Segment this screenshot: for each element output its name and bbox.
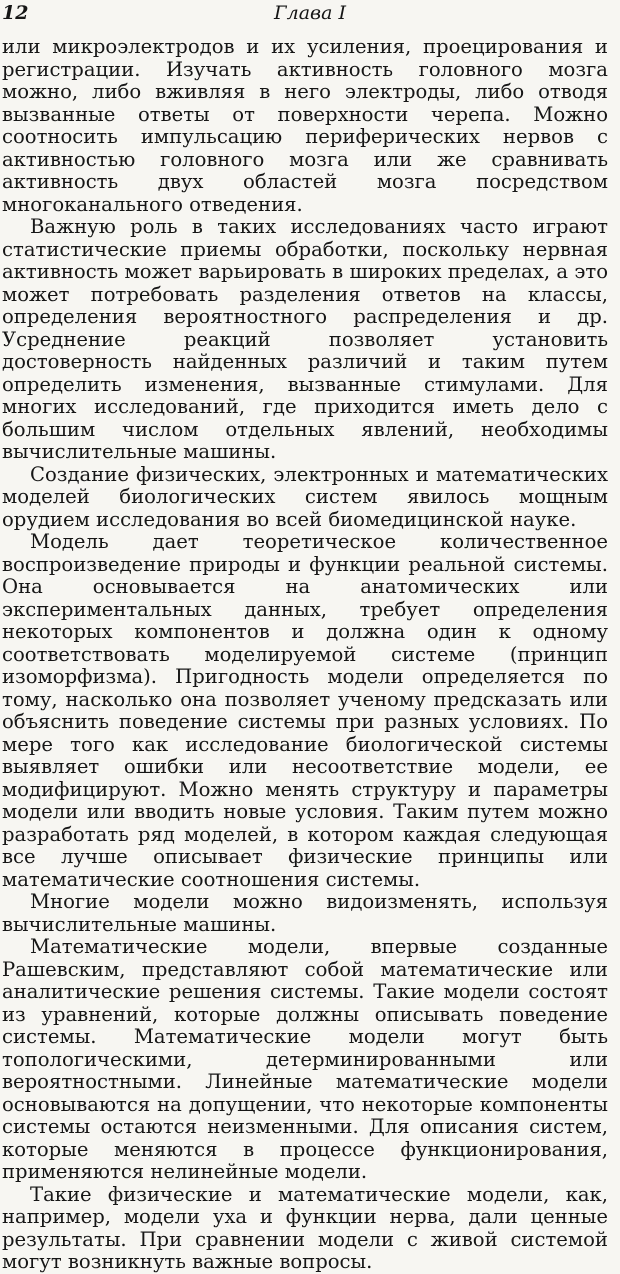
- paragraph: Многие модели можно видоизменять, используя вычислительные машины.: [2, 890, 608, 936]
- page-body: [2, 36, 608, 1274]
- paragraph: или микроэлектродов и их усиления, проецирования и регистрации. Изучать активность головного мозга можно, либо вживляя в него электроды, либо отводя вызванные ответы от поверхности черепа. Можно соотносить импульсацию периферических нервов с активностью головного мозга или же сравнивать активность двух областей мозга посредством многоканального отведения.: [2, 35, 608, 216]
- page-number: 12: [2, 2, 29, 24]
- paragraph: Математические модели, впервые созданные Рашевским, представляют собой математические или аналитические решения системы. Такие модели состоят из уравнений, которые должны описывать поведение системы. Математические модели могут быть топологическими, детерминированными или вероятностными. Линейные математические модели основываются на допущении, что некоторые компоненты системы остаются неизменными. Для описания систем, которые меняются в процессе функционирования, применяются нелинейные модели.: [2, 935, 608, 1183]
- page-header: [2, 2, 618, 32]
- paragraph: Важную роль в таких исследованиях часто играют статистические приемы обработки, поскольку нервная активность может варьировать в широких пределах, а это может потребовать разделения ответов на классы, определения вероятностного распределения и др. Усреднение реакций позволяет установить достоверность найденных различий и таким путем определить изменения, вызванные стимулами. Для многих исследований, где приходится иметь дело с большим числом отдельных явлений, необходимы вычислительные машины.: [2, 215, 608, 463]
- paragraph: Такие физические и математические модели, как, например, модели уха и функции нерва, дали ценные результаты. При сравнении модели с живой системой могут возникнуть важные вопросы.: [2, 1182, 608, 1273]
- paragraph: Создание физических, электронных и математических моделей биологических систем явилось мощным орудием исследования во всей биомедицинской науке.: [2, 462, 608, 531]
- paragraph: Модель дает теоретическое количественное воспроизведение природы и функции реальной системы. Она основывается на анатомических или экспериментальных данных, требует определения некоторых компонентов и должна один к одному соответствовать моделируемой системе (принцип изоморфизма). Пригодность модели определяется по тому, насколько она позволяет ученому предсказать или объяснить поведение системы при разных условиях. По мере того как исследование биологической системы выявляет ошибки или несоответствие модели, ее модифицируют. Можно менять структуру и параметры модели или вводить новые условия. Таким путем можно разработать ряд моделей, в котором каждая следующая все лучше описывает физические принципы или математические соотношения системы.: [2, 530, 608, 891]
- running-head: Глава I: [274, 2, 346, 24]
